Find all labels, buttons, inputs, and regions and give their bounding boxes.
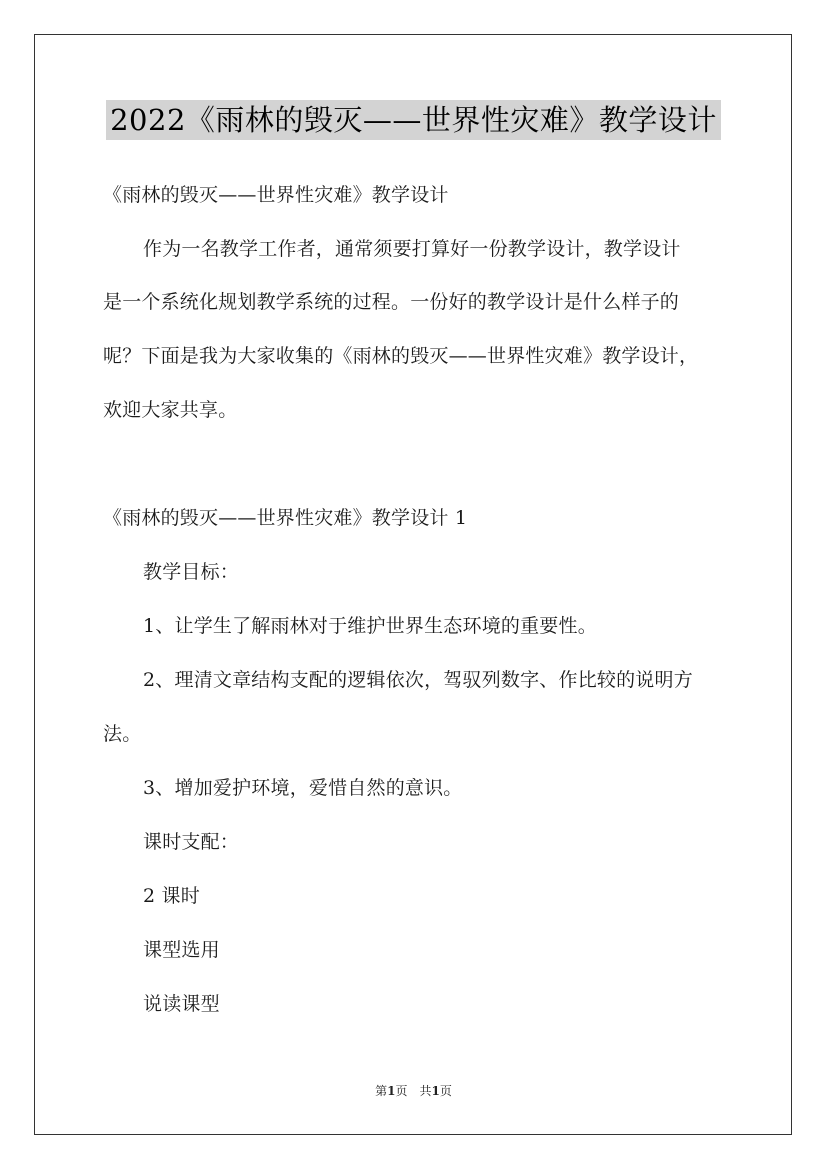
footer-page-prefix: 第 bbox=[375, 1084, 388, 1098]
type-label: 课型选用 bbox=[143, 939, 220, 961]
intro-line-3: 呢？下面是我为大家收集的《雨林的毁灭——世界性灾难》教学设计， bbox=[103, 345, 699, 367]
footer-page-current: 1 bbox=[387, 1084, 396, 1098]
page-footer bbox=[0, 1083, 827, 1099]
footer-page-mid: 页 共 bbox=[395, 1084, 432, 1098]
goal-2-line-1: 2、理清文章结构支配的逻辑依次，驾驭列数字、作比较的说明方 bbox=[143, 669, 693, 691]
intro-line-2: 是一个系统化规划教学系统的过程。一份好的教学设计是什么样子的 bbox=[103, 291, 680, 313]
footer-page-suffix: 页 bbox=[439, 1084, 452, 1098]
goal-2-line-2: 法。 bbox=[103, 723, 142, 745]
intro-line-4: 欢迎大家共享。 bbox=[103, 399, 238, 421]
goals-label: 教学目标： bbox=[143, 561, 240, 583]
intro-line-1: 作为一名教学工作者，通常须要打算好一份教学设计，教学设计 bbox=[143, 238, 681, 260]
hours-value: 2 课时 bbox=[143, 885, 200, 907]
type-value: 说读课型 bbox=[143, 993, 220, 1015]
section-heading: 《雨林的毁灭——世界性灾难》教学设计 1 bbox=[103, 507, 468, 529]
footer-page-total: 1 bbox=[431, 1084, 440, 1098]
hours-label: 课时支配： bbox=[143, 831, 240, 853]
document-title: 2022《雨林的毁灭——世界性灾难》教学设计 bbox=[106, 100, 721, 140]
goal-1: 1、让学生了解雨林对于维护世界生态环境的重要性。 bbox=[143, 615, 597, 637]
title-container bbox=[0, 100, 827, 140]
goal-3: 3、增加爱护环境，爱惜自然的意识。 bbox=[143, 777, 463, 799]
document-subtitle: 《雨林的毁灭——世界性灾难》教学设计 bbox=[103, 184, 449, 206]
